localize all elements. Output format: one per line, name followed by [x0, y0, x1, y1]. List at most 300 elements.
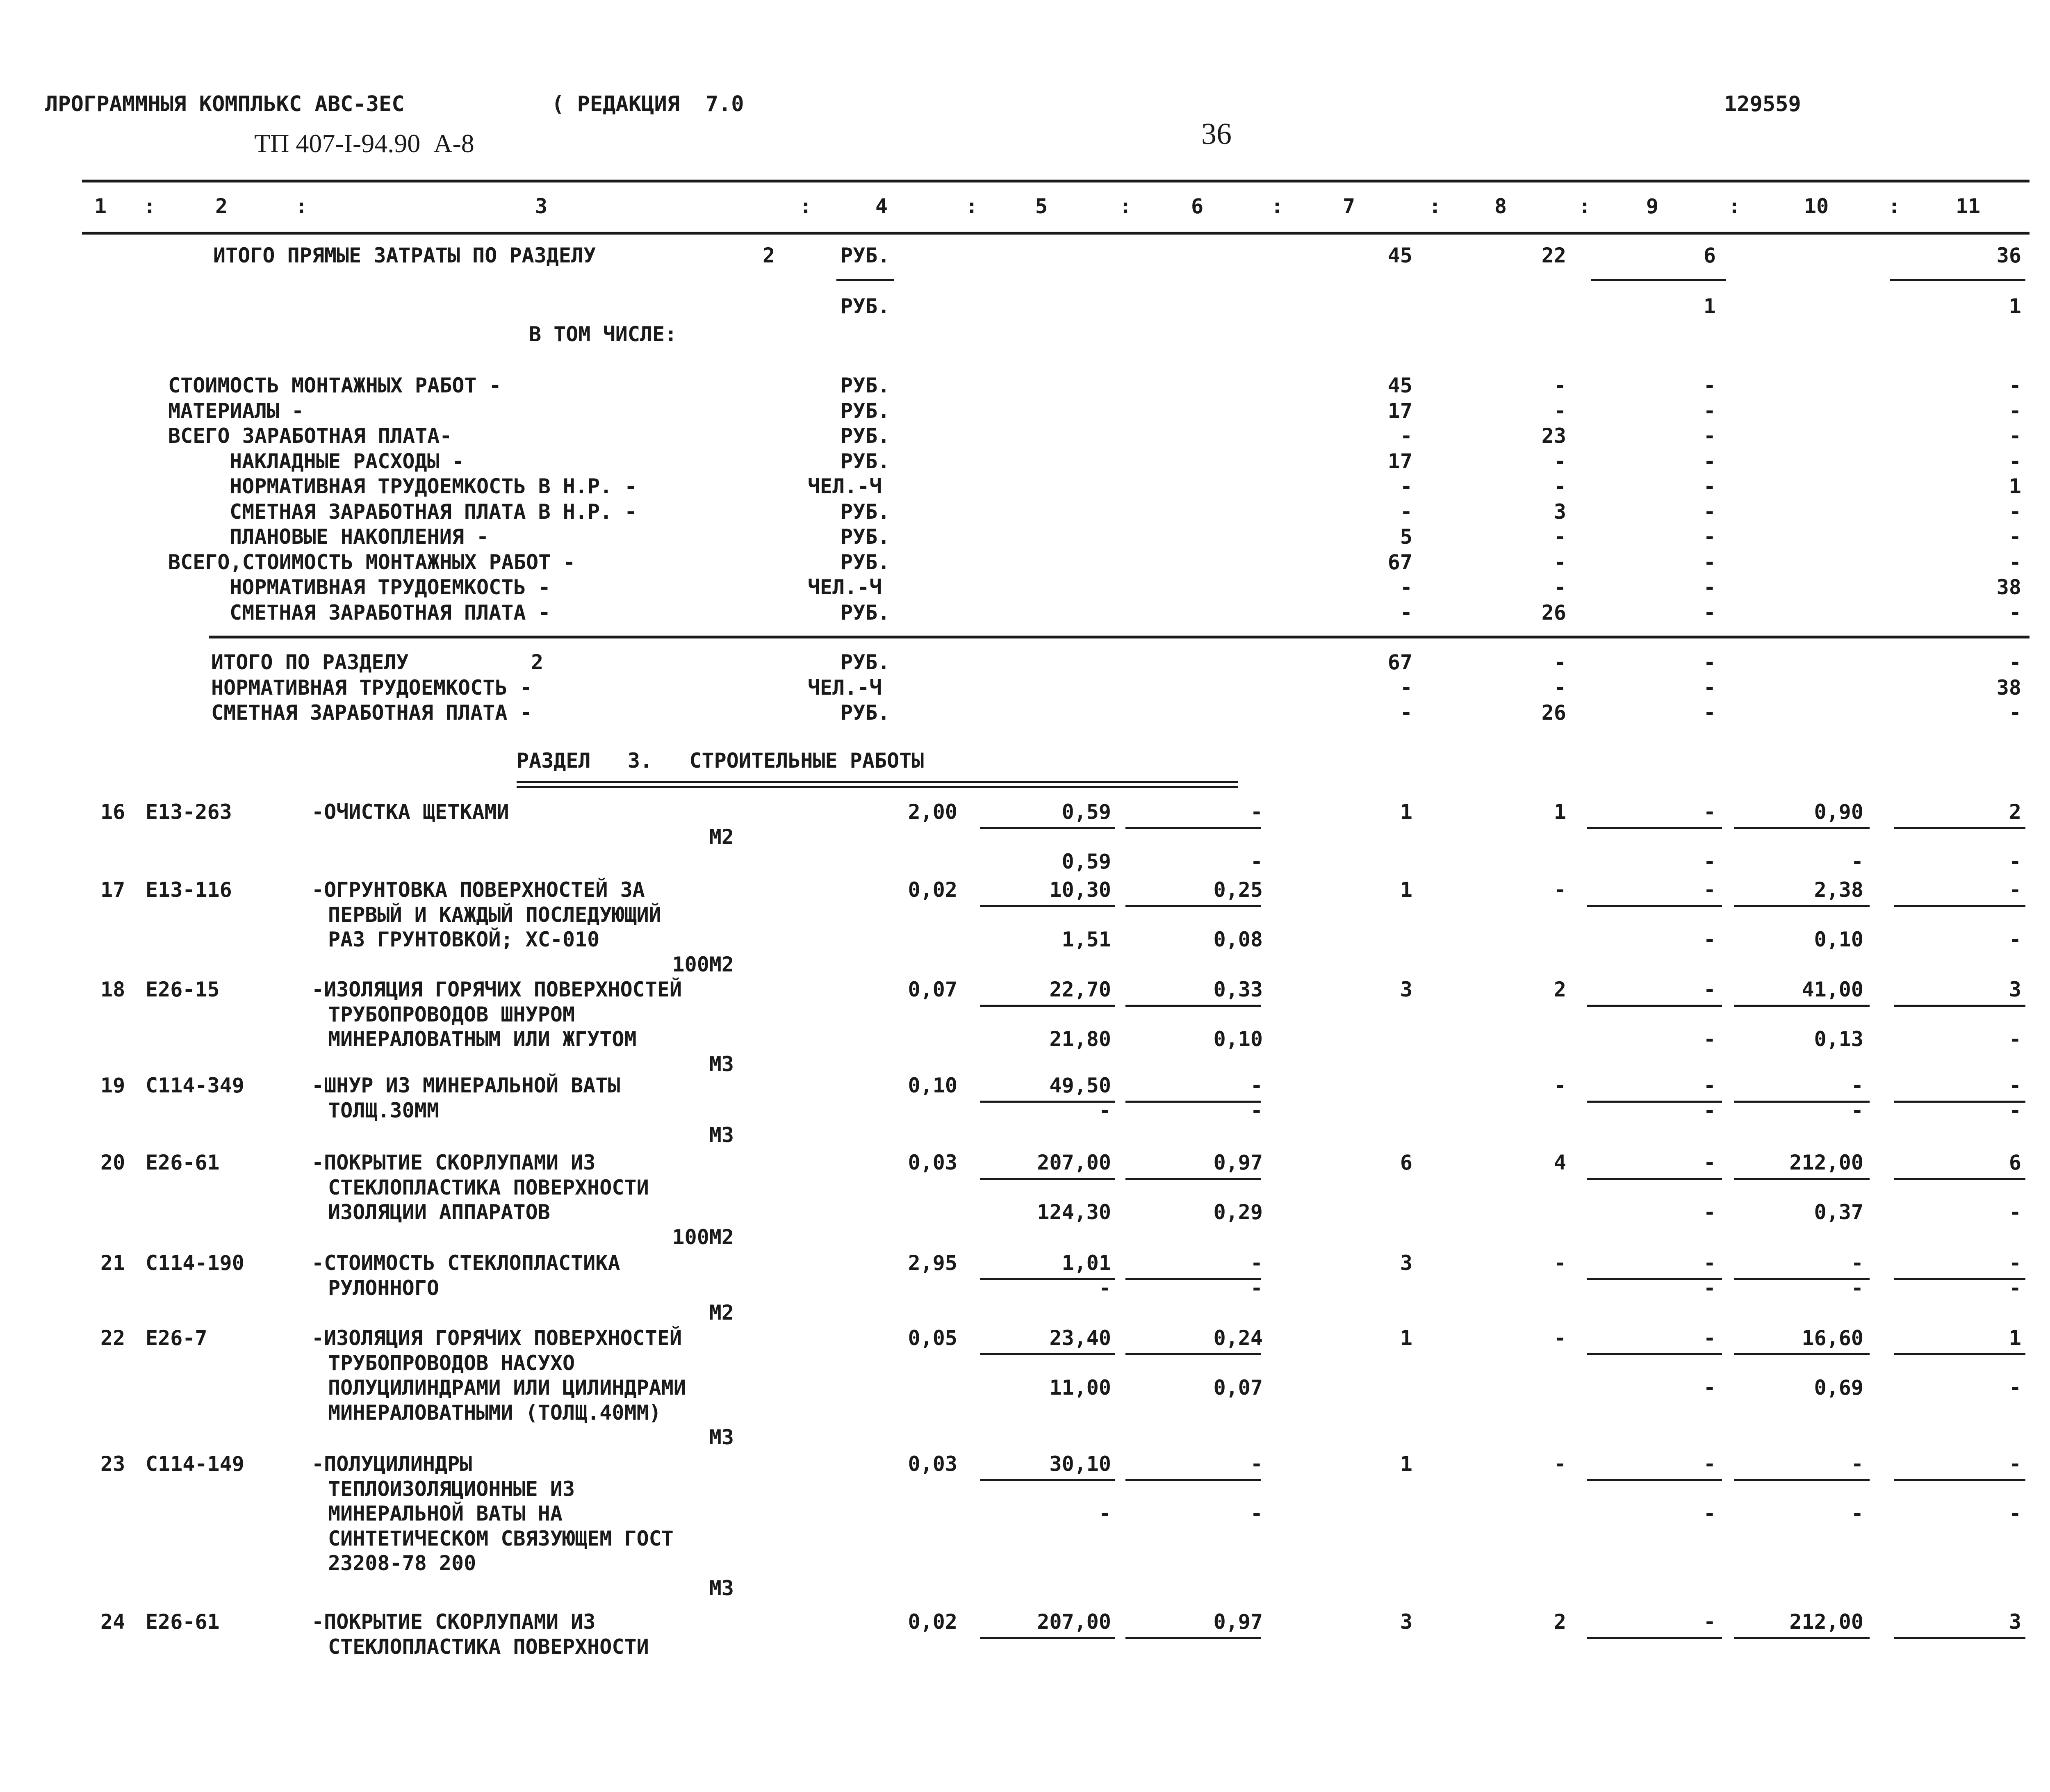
breakdown-col9: -	[1703, 550, 1716, 574]
section-total-col8: -	[1553, 675, 1566, 700]
item-description: -ОГРУНТОВКА ПОВЕРХНОСТЕЙ ЗА	[312, 878, 645, 902]
item-labor-unit: -	[1851, 1074, 1863, 1097]
breakdown-col7: -	[1400, 600, 1412, 625]
section-total-label: ИТОГО ПО РАЗДЕЛУ	[211, 650, 409, 674]
breakdown-unit: РУБ.	[840, 499, 890, 524]
total-direct-costs-unit: РУБ.	[840, 244, 890, 267]
breakdown-col11: -	[2009, 550, 2021, 574]
column-separator: :	[1429, 194, 1442, 218]
section-total-col9: -	[1703, 675, 1716, 700]
section-total-col7: -	[1400, 701, 1412, 725]
item-code: Е26-61	[146, 1151, 220, 1174]
total-direct-costs-col8: 22	[1541, 244, 1566, 267]
item-quantity: 0,02	[908, 878, 957, 902]
column-number-7: 7	[1342, 194, 1355, 218]
breakdown-unit: РУБ.	[840, 374, 890, 397]
section2-total-rule	[209, 636, 2029, 638]
breakdown-col11: -	[2009, 600, 2021, 625]
column-separator: :	[966, 194, 978, 218]
breakdown-col9: -	[1703, 399, 1716, 423]
item-wage-price: 0,24	[1213, 1326, 1263, 1350]
section3-title-rule	[517, 786, 1238, 788]
breakdown-col11: 1	[2009, 474, 2021, 498]
item-total-cost: 1	[1400, 800, 1412, 824]
item-unit-price: 23,40	[1049, 1326, 1111, 1350]
item-machine-cost: -	[1703, 1151, 1716, 1174]
value-underline	[1734, 905, 1870, 907]
item-description: -ИЗОЛЯЦИЯ ГОРЯЧИХ ПОВЕРХНОСТЕЙ	[312, 978, 682, 1001]
item-machine-cost: -	[1703, 1074, 1716, 1097]
item-sub-labor-unit: 0,13	[1814, 1027, 1863, 1051]
item-description: -ИЗОЛЯЦИЯ ГОРЯЧИХ ПОВЕРХНОСТЕЙ	[312, 1326, 682, 1350]
breakdown-col7: 17	[1387, 449, 1412, 473]
section-total-label: НОРМАТИВНАЯ ТРУДОЕМКОСТЬ -	[211, 675, 532, 700]
item-total-cost: 1	[1400, 1452, 1412, 1476]
column-separator: :	[1578, 194, 1591, 218]
item-labor-total: 3	[2009, 1610, 2021, 1634]
column-number-2: 2	[215, 194, 228, 218]
breakdown-col7: -	[1400, 499, 1412, 524]
header-top-rule	[82, 180, 2029, 182]
item-sub-wage-price: -	[1250, 1276, 1263, 1300]
item-sub-machine-cost: -	[1703, 1200, 1716, 1224]
item-sub-unit-price: -	[1098, 1502, 1111, 1525]
item-sub-unit-price: 124,30	[1037, 1200, 1111, 1224]
breakdown-col11: -	[2009, 424, 2021, 448]
section-total-unit: ЧЕЛ.-Ч	[808, 675, 882, 700]
item-description: СТЕКЛОПЛАСТИКА ПОВЕРХНОСТИ	[328, 1175, 649, 1199]
breakdown-label: НОРМАТИВНАЯ ТРУДОЕМКОСТЬ -	[230, 575, 551, 599]
item-sub-labor-total: -	[2009, 1376, 2021, 1400]
item-sub-labor-total: -	[2009, 928, 2021, 951]
breakdown-col9: -	[1703, 575, 1716, 599]
item-sub-labor-total: -	[2009, 1276, 2021, 1300]
item-total-wage: 2	[1553, 978, 1566, 1001]
breakdown-unit: РУБ.	[840, 399, 890, 423]
item-sub-machine-cost: -	[1703, 850, 1716, 873]
item-description: ТРУБОПРОВОДОВ ШНУРОМ	[328, 1002, 575, 1026]
item-wage-price: -	[1250, 1452, 1263, 1476]
document-number: 129559	[1724, 92, 1801, 116]
item-code: С114-190	[146, 1251, 244, 1275]
item-sub-wage-price: 0,29	[1213, 1200, 1263, 1224]
breakdown-col8: -	[1553, 525, 1566, 549]
item-sub-labor-total: -	[2009, 1027, 2021, 1051]
item-sub-labor-unit: 0,10	[1814, 928, 1863, 951]
item-total-wage: -	[1553, 1452, 1566, 1476]
breakdown-col9: -	[1703, 499, 1716, 524]
page-number: 36	[1201, 117, 1232, 151]
total-direct-costs-2-col11: 1	[2009, 294, 2021, 318]
item-machine-cost: -	[1703, 978, 1716, 1001]
item-sub-machine-cost: -	[1703, 1276, 1716, 1300]
item-unit-price: 0,59	[1061, 800, 1111, 824]
item-sub-unit-price: 1,51	[1061, 928, 1111, 951]
breakdown-col7: 67	[1387, 550, 1412, 574]
section-total-col11: 38	[1996, 675, 2021, 700]
item-code: Е26-61	[146, 1610, 220, 1634]
value-underline	[1734, 1178, 1870, 1180]
value-underline	[1587, 1353, 1722, 1355]
breakdown-unit: РУБ.	[840, 424, 890, 448]
item-number: 23	[100, 1452, 125, 1476]
item-code: Е13-263	[146, 800, 232, 824]
item-labor-total: 6	[2009, 1151, 2021, 1174]
item-number: 19	[100, 1074, 125, 1097]
breakdown-col7: 45	[1387, 374, 1412, 397]
total-direct-costs-section: 2	[763, 244, 775, 267]
item-description: РУЛОННОГО	[328, 1276, 439, 1300]
section-total-label: СМЕТНАЯ ЗАРАБОТНАЯ ПЛАТА -	[211, 701, 532, 725]
breakdown-unit: РУБ.	[840, 525, 890, 549]
item-code: С114-149	[146, 1452, 244, 1476]
item-description: -ПОКРЫТИЕ СКОРЛУПАМИ ИЗ	[312, 1151, 596, 1174]
section-total-unit: РУБ.	[840, 701, 890, 725]
item-unit-price: 207,00	[1037, 1610, 1111, 1634]
value-underline	[1587, 827, 1722, 829]
value-underline	[980, 1637, 1115, 1639]
breakdown-col8: 3	[1553, 499, 1566, 524]
item-description: -ОЧИСТКА ЩЕТКАМИ	[312, 800, 509, 824]
item-code: Е13-116	[146, 878, 232, 902]
item-description: СТЕКЛОПЛАСТИКА ПОВЕРХНОСТИ	[328, 1635, 649, 1659]
item-measure-unit: М2	[709, 1301, 734, 1325]
item-sub-labor-unit: -	[1851, 1098, 1863, 1122]
item-sub-machine-cost: -	[1703, 1027, 1716, 1051]
item-machine-cost: -	[1703, 1251, 1716, 1275]
item-description: МИНЕРАЛОВАТНЫМ ИЛИ ЖГУТОМ	[328, 1027, 637, 1051]
breakdown-col9: -	[1703, 449, 1716, 473]
value-underline	[1125, 1353, 1261, 1355]
item-description: -ПОЛУЦИЛИНДРЫ	[312, 1452, 472, 1476]
item-measure-unit: 100М2	[672, 1225, 734, 1249]
item-sub-labor-unit: -	[1851, 850, 1863, 873]
value-underline	[1734, 1479, 1870, 1481]
program-title: ЛРОГРАММНЫЯ КОМПЛЬКС АВС-ЗЕС	[45, 92, 405, 116]
item-machine-cost: -	[1703, 1326, 1716, 1350]
value-underline	[1894, 1005, 2025, 1007]
item-sub-wage-price: -	[1250, 1502, 1263, 1525]
item-code: С114-349	[146, 1074, 244, 1097]
item-measure-unit: М3	[709, 1123, 734, 1147]
item-number: 24	[100, 1610, 125, 1634]
column-number-9: 9	[1646, 194, 1659, 218]
column-number-4: 4	[875, 194, 888, 218]
breakdown-col9: -	[1703, 374, 1716, 397]
item-total-cost: 3	[1400, 1251, 1412, 1275]
item-unit-price: 49,50	[1049, 1074, 1111, 1097]
breakdown-unit: РУБ.	[840, 449, 890, 473]
item-description: ТОЛЩ.30ММ	[328, 1098, 439, 1122]
item-description: ПОЛУЦИЛИНДРАМИ ИЛИ ЦИЛИНДРАМИ	[328, 1376, 686, 1400]
breakdown-col7: -	[1400, 575, 1412, 599]
value-underline	[1894, 905, 2025, 907]
item-labor-unit: -	[1851, 1251, 1863, 1275]
value-underline	[1894, 1637, 2025, 1639]
item-code: Е26-7	[146, 1326, 207, 1350]
item-wage-price: 0,97	[1213, 1610, 1263, 1634]
breakdown-col8: -	[1553, 399, 1566, 423]
section-total-col7: 67	[1387, 650, 1412, 674]
section-total-unit: РУБ.	[840, 650, 890, 674]
breakdown-col7: 17	[1387, 399, 1412, 423]
breakdown-label: ВСЕГО ЗАРАБОТНАЯ ПЛАТА-	[168, 424, 452, 448]
column-number-11: 11	[1956, 194, 1981, 218]
section-total-col11: -	[2009, 650, 2021, 674]
item-sub-wage-price: -	[1250, 850, 1263, 873]
value-underline	[1734, 1005, 1870, 1007]
column-separator: :	[1119, 194, 1132, 218]
breakdown-label: СМЕТНАЯ ЗАРАБОТНАЯ ПЛАТА -	[230, 600, 551, 625]
item-measure-unit: М3	[709, 1576, 734, 1600]
breakdown-col9: -	[1703, 525, 1716, 549]
value-underline	[1125, 1637, 1261, 1639]
item-machine-cost: -	[1703, 1452, 1716, 1476]
item-sub-labor-total: -	[2009, 850, 2021, 873]
item-wage-price: -	[1250, 1251, 1263, 1275]
item-wage-price: 0,25	[1213, 878, 1263, 902]
item-machine-cost: -	[1703, 878, 1716, 902]
item-total-cost: 3	[1400, 1610, 1412, 1634]
column-separator: :	[1728, 194, 1741, 218]
item-machine-cost: -	[1703, 1610, 1716, 1634]
item-sub-unit-price: -	[1098, 1276, 1111, 1300]
value-underline	[1894, 827, 2025, 829]
item-sub-wage-price: 0,08	[1213, 928, 1263, 951]
total-direct-costs-col7: 45	[1387, 244, 1412, 267]
value-underline	[980, 827, 1115, 829]
item-sub-labor-unit: 0,37	[1814, 1200, 1863, 1224]
value-underline	[1125, 1178, 1261, 1180]
breakdown-col8: 26	[1541, 600, 1566, 625]
breakdown-label: НАКЛАДНЫЕ РАСХОДЫ -	[230, 449, 464, 473]
column-separator: :	[1271, 194, 1284, 218]
item-sub-labor-unit: -	[1851, 1502, 1863, 1525]
item-total-wage: -	[1553, 1326, 1566, 1350]
item-total-wage: -	[1553, 1074, 1566, 1097]
item-sub-labor-unit: -	[1851, 1276, 1863, 1300]
item-labor-unit: 212,00	[1789, 1610, 1863, 1634]
total-direct-costs-2-col9: 1	[1703, 294, 1716, 318]
item-unit-price: 10,30	[1049, 878, 1111, 902]
column-number-5: 5	[1035, 194, 1048, 218]
item-number: 18	[100, 978, 125, 1001]
item-labor-unit: 16,60	[1802, 1326, 1863, 1350]
item-sub-machine-cost: -	[1703, 1502, 1716, 1525]
item-unit-price: 207,00	[1037, 1151, 1111, 1174]
item-measure-unit: М2	[709, 825, 734, 849]
value-underline	[1894, 1178, 2025, 1180]
item-description: -ШНУР ИЗ МИНЕРАЛЬНОЙ ВАТЫ	[312, 1074, 620, 1097]
item-total-cost: 1	[1400, 878, 1412, 902]
item-total-wage: 1	[1553, 800, 1566, 824]
item-quantity: 0,03	[908, 1452, 957, 1476]
item-quantity: 0,10	[908, 1074, 957, 1097]
item-description: СИНТЕТИЧЕСКОМ СВЯЗУЮЩЕМ ГОСТ	[328, 1526, 674, 1550]
item-total-cost: 6	[1400, 1151, 1412, 1174]
item-sub-unit-price: 11,00	[1049, 1376, 1111, 1400]
breakdown-label: ПЛАНОВЫЕ НАКОПЛЕНИЯ -	[230, 525, 489, 549]
item-wage-price: -	[1250, 800, 1263, 824]
breakdown-col11: -	[2009, 449, 2021, 473]
value-underline	[980, 1005, 1115, 1007]
section-total-col8: 26	[1541, 701, 1566, 725]
item-number: 21	[100, 1251, 125, 1275]
item-labor-unit: -	[1851, 1452, 1863, 1476]
breakdown-col7: -	[1400, 424, 1412, 448]
item-measure-unit: М3	[709, 1425, 734, 1449]
section3-title: РАЗДЕЛ 3. СТРОИТЕЛЬНЫЕ РАБОТЫ	[517, 749, 924, 773]
col11-underline	[1890, 279, 2025, 281]
breakdown-unit: РУБ.	[840, 550, 890, 574]
item-description: ПЕРВЫЙ И КАЖДЫЙ ПОСЛЕДУЮЩИЙ	[328, 903, 661, 927]
breakdown-label: СМЕТНАЯ ЗАРАБОТНАЯ ПЛАТА В Н.Р. -	[230, 499, 637, 524]
section-total-col9: -	[1703, 650, 1716, 674]
breakdown-col8: -	[1553, 474, 1566, 498]
item-labor-total: -	[2009, 1251, 2021, 1275]
breakdown-col9: -	[1703, 474, 1716, 498]
column-separator: :	[144, 194, 156, 218]
value-underline	[980, 1353, 1115, 1355]
total-direct-costs-col9: 6	[1703, 244, 1716, 267]
item-wage-price: 0,97	[1213, 1151, 1263, 1174]
section-total-col7: -	[1400, 675, 1412, 700]
column-separator: :	[295, 194, 308, 218]
item-sub-unit-price: 0,59	[1061, 850, 1111, 873]
breakdown-col11: 38	[1996, 575, 2021, 599]
breakdown-col8: -	[1553, 449, 1566, 473]
item-wage-price: 0,33	[1213, 978, 1263, 1001]
breakdown-label: СТОИМОСТЬ МОНТАЖНЫХ РАБОТ -	[168, 374, 501, 397]
value-underline	[1587, 1005, 1722, 1007]
breakdown-col8: -	[1553, 374, 1566, 397]
item-labor-unit: 2,38	[1814, 878, 1863, 902]
value-underline	[1125, 827, 1261, 829]
value-underline	[1587, 905, 1722, 907]
value-underline	[1894, 1353, 2025, 1355]
breakdown-col8: -	[1553, 575, 1566, 599]
column-number-10: 10	[1804, 194, 1829, 218]
item-total-wage: -	[1553, 878, 1566, 902]
breakdown-label: НОРМАТИВНАЯ ТРУДОЕМКОСТЬ В Н.Р. -	[230, 474, 637, 498]
value-underline	[980, 905, 1115, 907]
header-bottom-rule	[82, 232, 2029, 235]
item-quantity: 0,07	[908, 978, 957, 1001]
item-sub-labor-total: -	[2009, 1502, 2021, 1525]
item-sub-machine-cost: -	[1703, 928, 1716, 951]
item-number: 22	[100, 1326, 125, 1350]
section-total-col9: -	[1703, 701, 1716, 725]
item-sub-machine-cost: -	[1703, 1098, 1716, 1122]
item-labor-total: -	[2009, 1452, 2021, 1476]
breakdown-col9: -	[1703, 424, 1716, 448]
column-number-6: 6	[1191, 194, 1204, 218]
breakdown-unit: ЧЕЛ.-Ч	[808, 575, 882, 599]
item-total-cost: 1	[1400, 1326, 1412, 1350]
item-sub-labor-total: -	[2009, 1098, 2021, 1122]
item-total-wage: 4	[1553, 1151, 1566, 1174]
item-quantity: 2,00	[908, 800, 957, 824]
breakdown-col7: -	[1400, 474, 1412, 498]
item-labor-total: -	[2009, 878, 2021, 902]
column-number-8: 8	[1494, 194, 1507, 218]
item-description: ТРУБОПРОВОДОВ НАСУХО	[328, 1351, 575, 1375]
item-code: Е26-15	[146, 978, 220, 1001]
item-labor-total: 2	[2009, 800, 2021, 824]
item-sub-labor-total: -	[2009, 1200, 2021, 1224]
item-quantity: 0,02	[908, 1610, 957, 1634]
item-description: РАЗ ГРУНТОВКОЙ; ХС-010	[328, 928, 600, 951]
item-quantity: 0,05	[908, 1326, 957, 1350]
item-total-wage: -	[1553, 1251, 1566, 1275]
item-quantity: 0,03	[908, 1151, 957, 1174]
col9-underline	[1591, 279, 1726, 281]
value-underline	[1587, 1637, 1722, 1639]
breakdown-col7: 5	[1400, 525, 1412, 549]
value-underline	[1125, 905, 1261, 907]
section-total-col11: -	[2009, 701, 2021, 725]
column-separator: :	[1888, 194, 1901, 218]
including-label: В ТОМ ЧИСЛЕ:	[529, 322, 677, 346]
item-machine-cost: -	[1703, 800, 1716, 824]
item-measure-unit: М3	[709, 1052, 734, 1076]
item-labor-total: 1	[2009, 1326, 2021, 1350]
total-direct-costs-col11: 36	[1996, 244, 2021, 267]
section-total-col8: -	[1553, 650, 1566, 674]
item-sub-machine-cost: -	[1703, 1376, 1716, 1400]
value-underline	[980, 1479, 1115, 1481]
total-direct-costs-unit-2: РУБ.	[840, 294, 890, 318]
breakdown-unit: ЧЕЛ.-Ч	[808, 474, 882, 498]
item-labor-total: 3	[2009, 978, 2021, 1001]
value-underline	[1734, 1353, 1870, 1355]
breakdown-col8: 23	[1541, 424, 1566, 448]
item-sub-wage-price: 0,10	[1213, 1027, 1263, 1051]
item-labor-unit: 212,00	[1789, 1151, 1863, 1174]
item-description: -ПОКРЫТИЕ СКОРЛУПАМИ ИЗ	[312, 1610, 596, 1634]
program-edition: ( РЕДАКЦИЯ 7.0	[551, 92, 744, 116]
breakdown-unit: РУБ.	[840, 600, 890, 625]
value-underline	[1894, 1479, 2025, 1481]
item-sub-wage-price: -	[1250, 1098, 1263, 1122]
item-unit-price: 1,01	[1061, 1251, 1111, 1275]
value-underline	[1125, 1005, 1261, 1007]
total-direct-costs-label: ИТОГО ПРЯМЫЕ ЗАТРАТЫ ПО РАЗДЕЛУ	[213, 244, 596, 267]
column-separator: :	[800, 194, 812, 218]
section-total-number: 2	[531, 650, 544, 674]
item-total-wage: 2	[1553, 1610, 1566, 1634]
item-number: 20	[100, 1151, 125, 1174]
breakdown-col11: -	[2009, 399, 2021, 423]
breakdown-col11: -	[2009, 374, 2021, 397]
item-description: ИЗОЛЯЦИИ АППАРАТОВ	[328, 1200, 550, 1224]
item-total-cost: 3	[1400, 978, 1412, 1001]
value-underline	[1587, 1178, 1722, 1180]
value-underline	[980, 1178, 1115, 1180]
unit-underline	[836, 279, 894, 281]
item-unit-price: 22,70	[1049, 978, 1111, 1001]
item-description: ТЕПЛОИЗОЛЯЦИОННЫЕ ИЗ	[328, 1477, 575, 1501]
column-number-1: 1	[94, 194, 107, 218]
item-sub-unit-price: -	[1098, 1098, 1111, 1122]
item-quantity: 2,95	[908, 1251, 957, 1275]
item-description: -СТОИМОСТЬ СТЕКЛОПЛАСТИКА	[312, 1251, 620, 1275]
item-measure-unit: 100М2	[672, 952, 734, 976]
column-number-3: 3	[535, 194, 548, 218]
item-labor-total: -	[2009, 1074, 2021, 1097]
document-code: ТП 407-I-94.90 А-8	[254, 129, 474, 158]
item-sub-wage-price: 0,07	[1213, 1376, 1263, 1400]
